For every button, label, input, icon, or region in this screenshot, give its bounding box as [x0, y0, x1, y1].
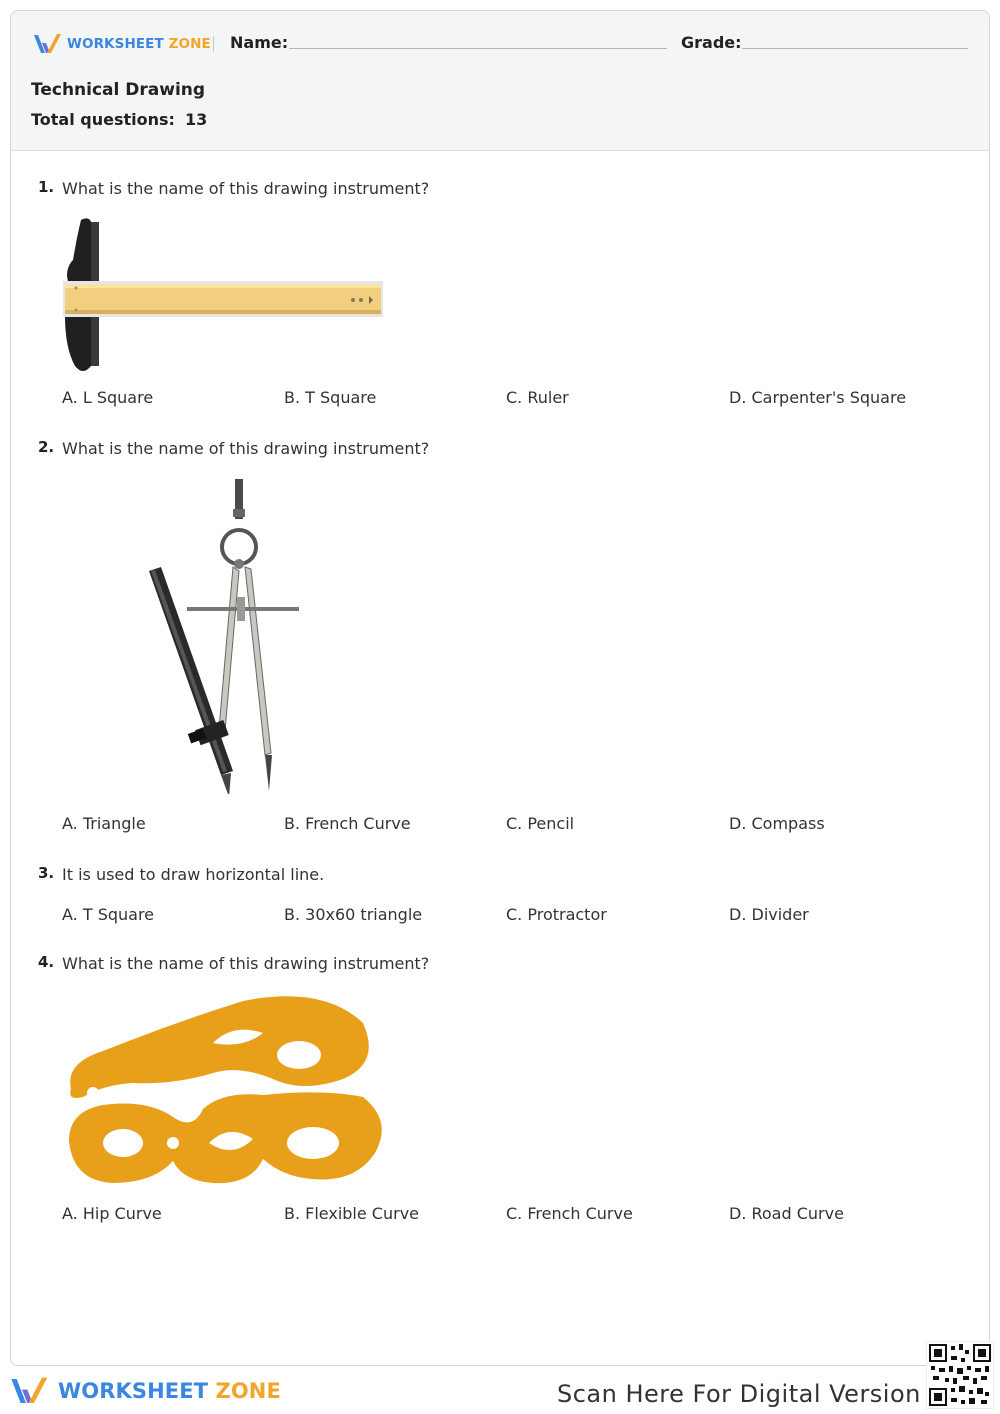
worksheet-page [10, 10, 990, 1366]
footer-brand-wordmark: WORKSHEET ZONE [58, 1379, 281, 1403]
worksheet-zone-logo-icon [33, 33, 63, 55]
grade-field[interactable] [742, 48, 968, 49]
footer-brand-logo [10, 1376, 281, 1406]
total-questions-value: 13 [184, 110, 208, 129]
compass-icon [141, 479, 301, 794]
answer-option-c[interactable]: C. Ruler [506, 388, 569, 407]
brand-logo [33, 33, 211, 55]
total-questions [31, 110, 207, 129]
question-text: What is the name of this drawing instrument? [62, 954, 430, 973]
answer-option-a[interactable]: A. Hip Curve [62, 1204, 162, 1223]
answer-option-b[interactable]: B. T Square [284, 388, 377, 407]
worksheet-title: Technical Drawing [31, 80, 206, 100]
answer-option-c[interactable]: C. Protractor [506, 905, 607, 924]
answer-option-d[interactable]: D. Divider [729, 905, 809, 924]
answer-option-d[interactable]: D. Compass [729, 814, 825, 833]
question-number: 4. [38, 953, 55, 971]
question-text: What is the name of this drawing instrument? [62, 179, 430, 198]
question-number: 2. [38, 438, 55, 456]
t-square-icon [61, 216, 386, 371]
question-text: What is the name of this drawing instrument? [62, 439, 430, 458]
question-number: 3. [38, 864, 55, 882]
header-divider [213, 36, 214, 52]
answer-option-d[interactable]: D. Carpenter's Square [729, 388, 907, 407]
answer-option-c[interactable]: C. Pencil [506, 814, 575, 833]
brand-wordmark: WORKSHEET ZONE [67, 36, 211, 52]
name-label: Name: [230, 33, 289, 52]
worksheet-header [11, 11, 989, 151]
grade-label: Grade: [681, 33, 742, 52]
answer-option-c[interactable]: C. French Curve [506, 1204, 633, 1223]
answer-option-b[interactable]: B. 30x60 triangle [284, 905, 423, 924]
answer-option-a[interactable]: A. L Square [62, 388, 154, 407]
answer-option-a[interactable]: A. T Square [62, 905, 155, 924]
qr-code-graphic [927, 1342, 993, 1408]
scan-text: Scan Here For Digital Version [557, 1380, 921, 1408]
answer-option-b[interactable]: B. Flexible Curve [284, 1204, 420, 1223]
answer-option-b[interactable]: B. French Curve [284, 814, 411, 833]
question-number: 1. [38, 178, 55, 196]
qr-code-icon[interactable] [926, 1341, 994, 1409]
answer-option-a[interactable]: A. Triangle [62, 814, 146, 833]
name-field[interactable] [289, 48, 667, 49]
worksheet-footer [0, 1366, 1000, 1414]
answer-option-d[interactable]: D. Road Curve [729, 1204, 844, 1223]
worksheet-zone-logo-icon [10, 1376, 50, 1406]
total-questions-label: Total questions: [31, 110, 175, 129]
french-curve-icon [63, 993, 383, 1185]
question-text: It is used to draw horizontal line. [62, 865, 325, 884]
